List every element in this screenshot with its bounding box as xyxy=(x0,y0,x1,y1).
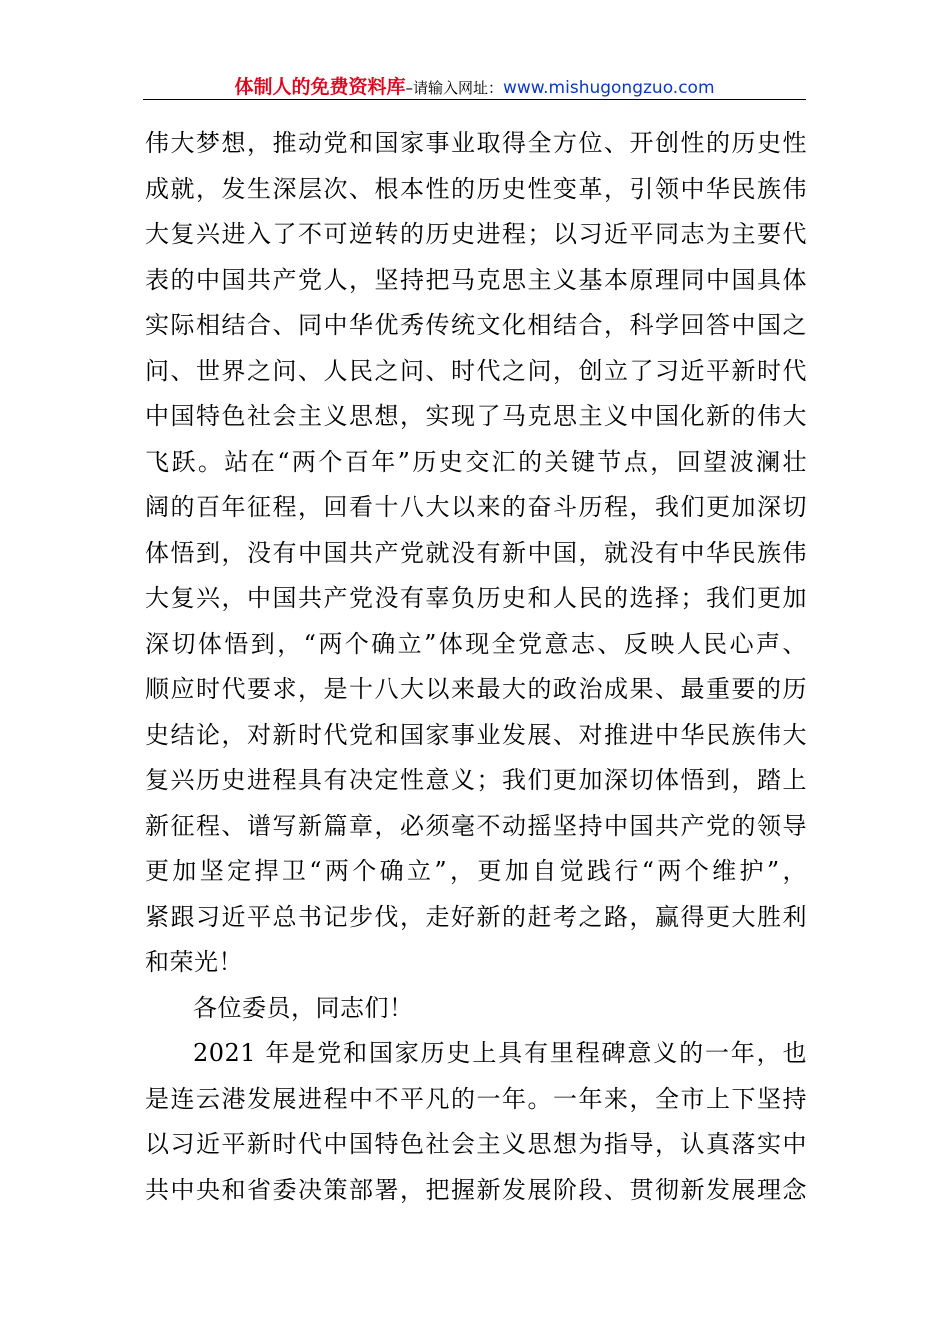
text-line: 紧跟习近平总书记步伐，走好新的赶考之路，赢得更大胜利 xyxy=(145,902,807,931)
site-brand: 体制人的免费资料库 xyxy=(234,76,406,98)
text-line: 中国特色社会主义思想，实现了马克思主义中国化新的伟大 xyxy=(145,402,807,430)
text-line: 新征程、谱写新篇章，必须毫不动摇坚持中国共产党的领导 xyxy=(145,811,807,840)
text-line: 飞跃。站在“两个百年”历史交汇的关键节点，回望波澜壮 xyxy=(145,447,807,476)
text-line: 共中央和省委决策部署，把握新发展阶段、贯彻新发展理念 xyxy=(145,1175,807,1204)
text-line: 成就，发生深层次、根本性的历史性变革，引领中华民族伟 xyxy=(145,174,807,203)
text-line: 大复兴进入了不可逆转的历史进程；以习近平同志为主要代 xyxy=(145,220,807,248)
header-divider xyxy=(143,99,806,100)
text-line: 问、世界之问、人民之问、时代之问，创立了习近平新时代 xyxy=(145,356,807,385)
page-header xyxy=(143,72,806,98)
text-line: 2021 年是党和国家历史上具有里程碑意义的一年，也 xyxy=(193,1039,807,1067)
text-line: 顺应时代要求，是十八大以来最大的政治成果、最重要的历 xyxy=(145,675,807,703)
text-line: 各位委员，同志们！ xyxy=(193,993,414,1022)
site-url-link[interactable]: www.mishugongzuo.com xyxy=(503,78,715,98)
text-line: 是连云港发展进程中不平凡的一年。一年来，全市上下坚持 xyxy=(145,1084,807,1113)
document-body xyxy=(145,121,807,1213)
url-prompt: –请输入网址： xyxy=(405,79,503,97)
text-line: 大复兴，中国共产党没有辜负历史和人民的选择；我们更加 xyxy=(145,584,807,612)
text-line: 表的中国共产党人，坚持把马克思主义基本原理同中国具体 xyxy=(145,265,807,294)
text-line: 深切体悟到，“两个确立”体现全党意志、反映人民心声、 xyxy=(145,629,807,658)
text-line: 和荣光！ xyxy=(145,948,243,976)
text-line: 伟大梦想，推动党和国家事业取得全方位、开创性的历史性 xyxy=(145,129,807,157)
text-line: 以习近平新时代中国特色社会主义思想为指导，认真落实中 xyxy=(145,1130,807,1158)
text-line: 体悟到，没有中国共产党就没有新中国，就没有中华民族伟 xyxy=(145,538,807,567)
text-line: 更加坚定捍卫“两个确立”，更加自觉践行“两个维护”， xyxy=(145,857,807,885)
text-line: 阔的百年征程，回看十八大以来的奋斗历程，我们更加深切 xyxy=(145,493,807,521)
text-line: 史结论，对新时代党和国家事业发展、对推进中华民族伟大 xyxy=(145,720,807,749)
text-line: 实际相结合、同中华优秀传统文化相结合，科学回答中国之 xyxy=(145,311,807,339)
text-line: 复兴历史进程具有决定性意义；我们更加深切体悟到，踏上 xyxy=(145,766,807,794)
